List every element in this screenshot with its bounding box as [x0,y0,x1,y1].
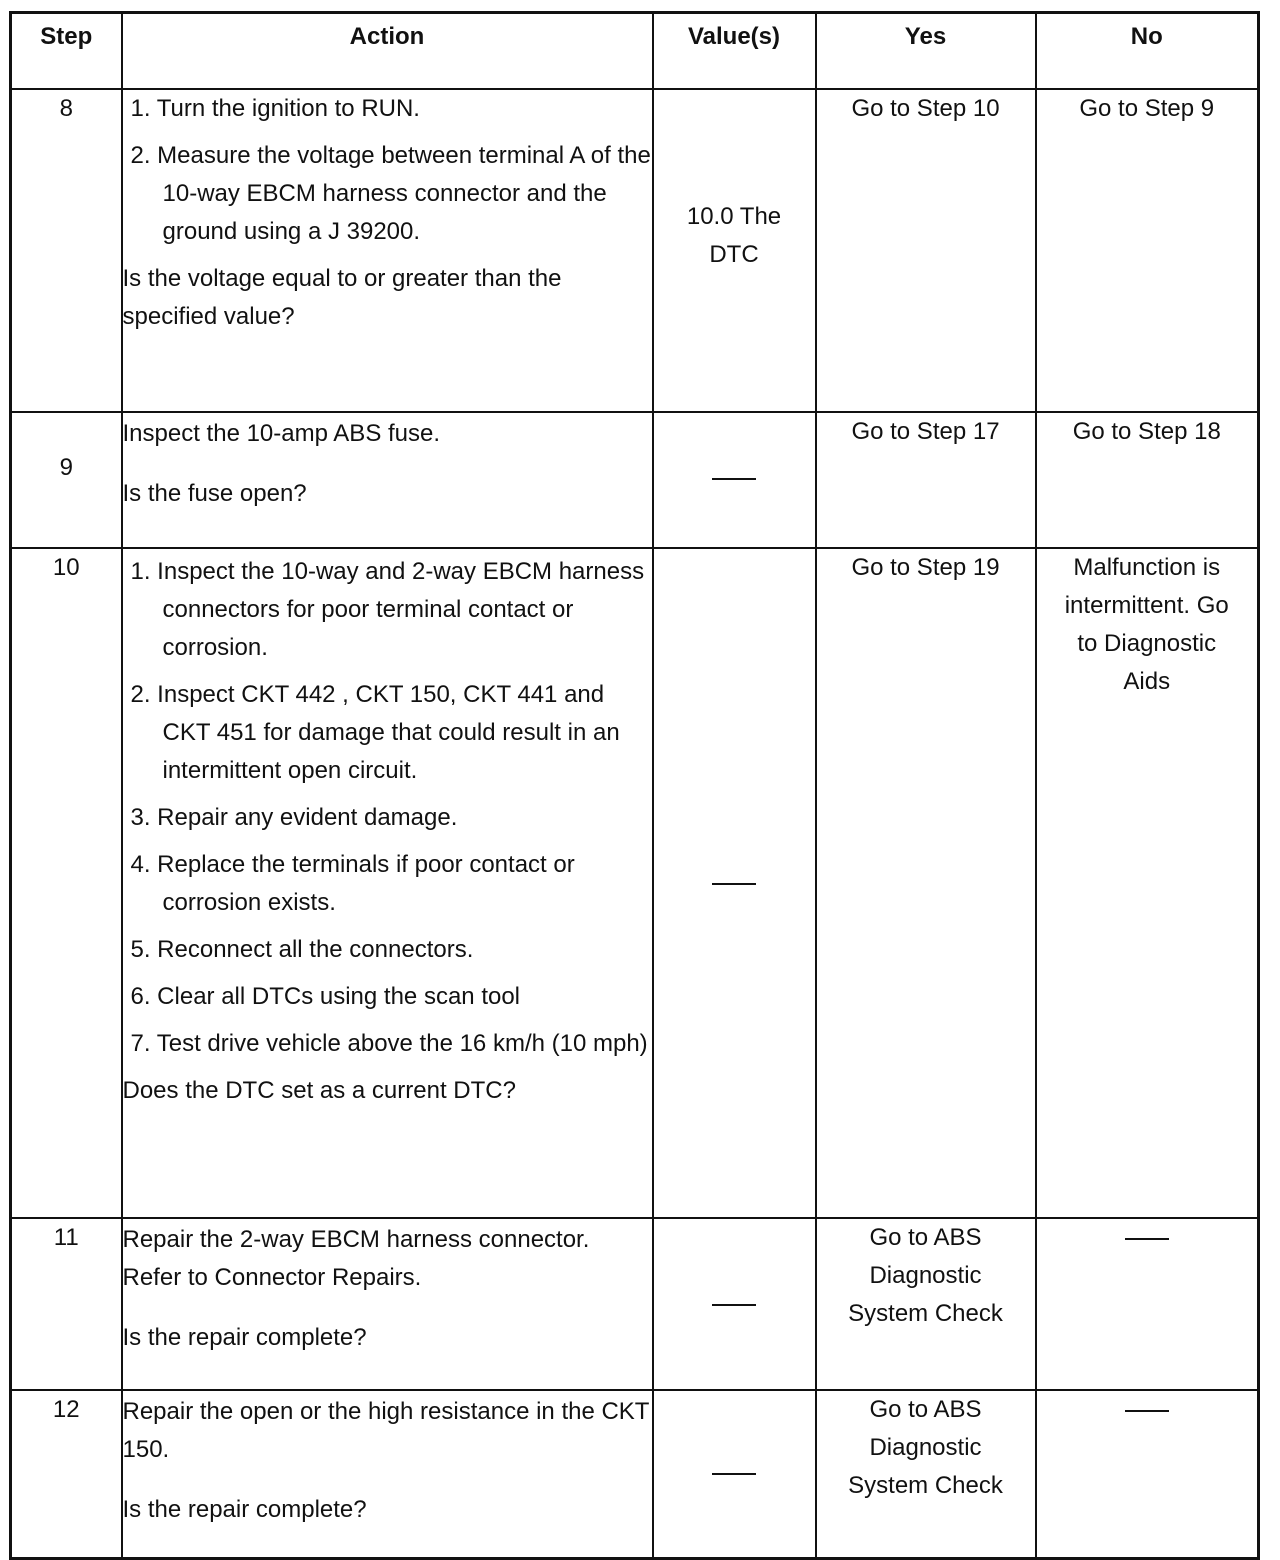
header-yes: Yes [816,13,1036,90]
action-question: Is the repair complete? [122,1496,367,1523]
value-text: 10.0 The DTC [686,203,782,268]
action-item: 3. Repair any evident damage. [130,804,458,831]
action-item: 7. Test drive vehicle above the 16 km/h (10 mph) [130,1030,648,1057]
action-item: 2. Measure the voltage between terminal A of the 10-way EBCM harness connector and the ground using a J 39200. [130,142,651,245]
value-cell [653,1390,816,1558]
header-values: Value(s) [653,13,816,90]
table-row [11,89,1259,412]
action-item: Repair the 2-way EBCM harness connector. Refer to Connector Repairs. [122,1226,590,1291]
header-step: Step [11,13,122,90]
diagnostic-table [9,11,1260,1560]
yes-cell: Go to Step 17 [816,412,1036,548]
yes-cell: Go to Step 10 [816,89,1036,412]
action-item: 5. Reconnect all the connectors. [130,936,474,963]
value-cell [653,548,816,1218]
no-cell: Go to Step 9 [1036,89,1259,412]
no-cell [1036,1218,1259,1390]
no-value-dash [712,883,756,885]
table-row [11,1390,1259,1558]
action-cell [122,1390,653,1558]
step-number: 8 [11,89,122,412]
header-action: Action [122,13,653,90]
yes-cell: Go to Step 19 [816,548,1036,1218]
action-cell [122,89,653,412]
no-cell [1036,1390,1259,1558]
value-cell [653,412,816,548]
no-value-dash [1125,1238,1169,1240]
table-row [11,548,1259,1218]
action-item: 1. Inspect the 10-way and 2-way EBCM harness connectors for poor terminal contact or corrosion. [130,558,645,661]
action-item: Inspect the 10-amp ABS fuse. [122,420,441,447]
action-question: Is the voltage equal to or greater than the specified value? [122,265,562,330]
step-number: 9 [11,412,122,548]
no-value-dash [712,1473,756,1475]
step-number: 12 [11,1390,122,1558]
no-value-dash [1125,1410,1169,1412]
action-item: 1. Turn the ignition to RUN. [130,95,420,122]
header-row [11,13,1259,90]
action-question: Is the fuse open? [122,480,307,507]
action-cell [122,412,653,548]
value-cell [653,89,816,412]
action-item: Repair the open or the high resistance in the CKT 150. [122,1398,650,1463]
no-value-dash [712,478,756,480]
action-cell [122,548,653,1218]
action-question: Is the repair complete? [122,1324,367,1351]
action-cell [122,1218,653,1390]
header-no: No [1036,13,1259,90]
action-question: Does the DTC set as a current DTC? [122,1077,516,1104]
action-item: 2. Inspect CKT 442 , CKT 150, CKT 441 and CKT 451 for damage that could result in an intermittent open circuit. [130,681,620,784]
yes-cell: Go to ABS Diagnostic System Check [816,1218,1036,1390]
table-row [11,412,1259,548]
table-row [11,1218,1259,1390]
value-cell [653,1218,816,1390]
no-cell: Go to Step 18 [1036,412,1259,548]
yes-cell: Go to ABS Diagnostic System Check [816,1390,1036,1558]
action-item: 4. Replace the terminals if poor contact or corrosion exists. [130,851,575,916]
step-number: 11 [11,1218,122,1390]
action-item: 6. Clear all DTCs using the scan tool [130,983,521,1010]
no-cell: Malfunction is intermittent. Go to Diagnostic Aids [1036,548,1259,1218]
step-number: 10 [11,548,122,1218]
no-value-dash [712,1304,756,1306]
